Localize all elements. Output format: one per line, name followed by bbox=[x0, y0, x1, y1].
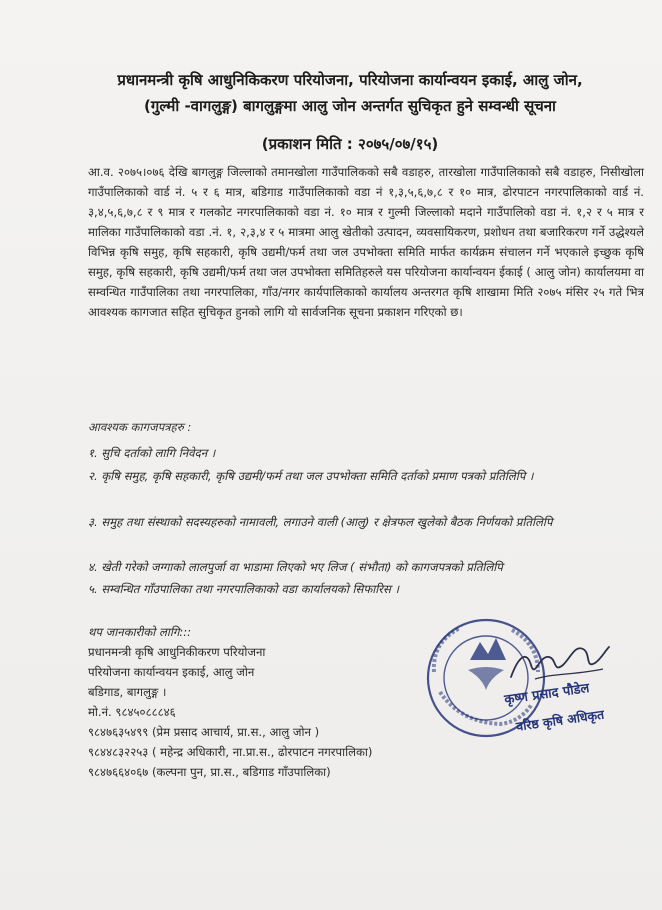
contact-line: मो.नं. ९८४५०८८८४६ bbox=[88, 705, 176, 719]
contact-line: परियोजना कार्यान्वयन इकाई, आलु जोन bbox=[88, 665, 255, 679]
contact-line: ९८४४८३२२५३ ( महेन्द्र अधिकारी, ना.प्रा.स., ढोरपाटन नगरपालिका) bbox=[88, 745, 373, 759]
signatory-title: वरिष्ठ कृषि अधिकृत bbox=[515, 706, 606, 734]
requirement-item: ५. सम्वन्धित गाँउपालिका तथा नगरपालिकाको वडा कार्यालयको सिफारिस । bbox=[88, 582, 399, 596]
requirements-heading: आवश्यक कागजपत्रहरु : bbox=[88, 420, 192, 434]
requirement-item: ३. समुह तथा संस्थाको सदस्यहरुको नामावली, लगाउने वाली (आलु) र क्षेत्रफल खुलेको बैठक निर्णयको प्रतिलिपि bbox=[88, 515, 553, 529]
notice-title-line1: प्रधानमन्त्री कृषि आधुनिकिकरण परियोजना, परियोजना कार्यान्वयन इकाई, आलु जोन, bbox=[117, 71, 583, 89]
signatory-name: कृष्ण प्रसाद पौडेल bbox=[503, 681, 591, 708]
requirement-item: ४. खेती गरेको जग्गाको लालपुर्जा वा भाडामा लिएको भए लिज ( संभौता) को कागजपत्रको प्रतिलिपि bbox=[88, 560, 503, 574]
contact-line: बडिगाड, बागलुङ्ग । bbox=[88, 685, 167, 699]
requirement-item: २. कृषि समुह, कृषि सहकारी, कृषि उद्यमी/फर्म तथा जल उपभोक्ता समिति दर्ताको प्रमाण पत्रको प्रतिलिपि । bbox=[88, 469, 534, 483]
contact-line: प्रधानमन्त्री कृषि आधुनिकीकरण परियोजना bbox=[88, 645, 266, 659]
publication-date: (प्रकाशन मिति : २०७५/०७/१५) bbox=[261, 135, 439, 153]
requirement-item: १. सुचि दर्ताको लागि निवेदन । bbox=[88, 446, 216, 460]
contact-line: ९८४७६३५४९९ (प्रेम प्रसाद आचार्य, प्रा.स., आलु जोन ) bbox=[88, 725, 320, 739]
notice-body: आ.व. २०७५।०७६ देखि बागलुङ्ग जिल्लाको तमानखोला गाउँपालिकको सबै वडाहरु, तारखोला गाउँपालिकाको सबै वडाहरु, निसीखोला गाउँपालिकाको वार्ड नं. ५ र ६ मात्र, बडिगाड गाउँपालिकाको वडा नं १,३,५,६,७,८ र १० मात्र, ढोरपाटन नगरपालिकाको वार्ड नं. ३,४,५,६,७,८ र ९ मात्र र गलकोट नगरपालिकाको वडा नं. १० मात्र र गुल्मी जिल्लाको मदाने गाउँपालिको वडा नं. १,२ र ५ मात्र र मालिका गाउँपालिकाको वडा .नं. १, २,३,४ र ५ मात्रमा आलु खेतीको उत्पादन, व्यवसायिकरण, प्रशोधन तथा बजारिकरण गर्ने उद्धेश्यले विभिन्न कृषि समुह, कृषि सहकारी, कृषि उद्यमी/फर्म तथा जल उपभोक्ता समिति मार्फत कार्यक्रम संचालन गर्ने भएकाले इच्छुक कृषि समुह, कृषि सहकारी, कृषि उद्यमी/फर्म तथा जल उपभोक्ता समितिहरुले यस परियोजना कार्यान्वयन ईकाई ( आलु जोन) कार्यालयमा वा सम्वन्धित गाउँपालिका तथा नगरपालिका, गाँउ/नगर कार्यपालिकाको कार्यालय अन्तरगत कृषि शाखामा मिति २०७५ मंसिर २५ गते भित्र आवश्यक कागजात सहित सुचिकृत हुनको लागि यो सार्वजनिक सूचना प्रकाशन गरिएको छ। bbox=[88, 165, 644, 319]
contact-heading: थप जानकारीको लागि::: bbox=[88, 625, 192, 639]
notice-title-line2: (गुल्मी -वागलुङ्ग) बागलुङ्गमा आलु जोन अन्तर्गत सुचिकृत हुने सम्वन्धी सूचना bbox=[144, 97, 556, 115]
contact-line: ९८४७६६४०६७ (कल्पना पुन, प्रा.स., बडिगाड गाँउपालिका) bbox=[88, 765, 331, 779]
